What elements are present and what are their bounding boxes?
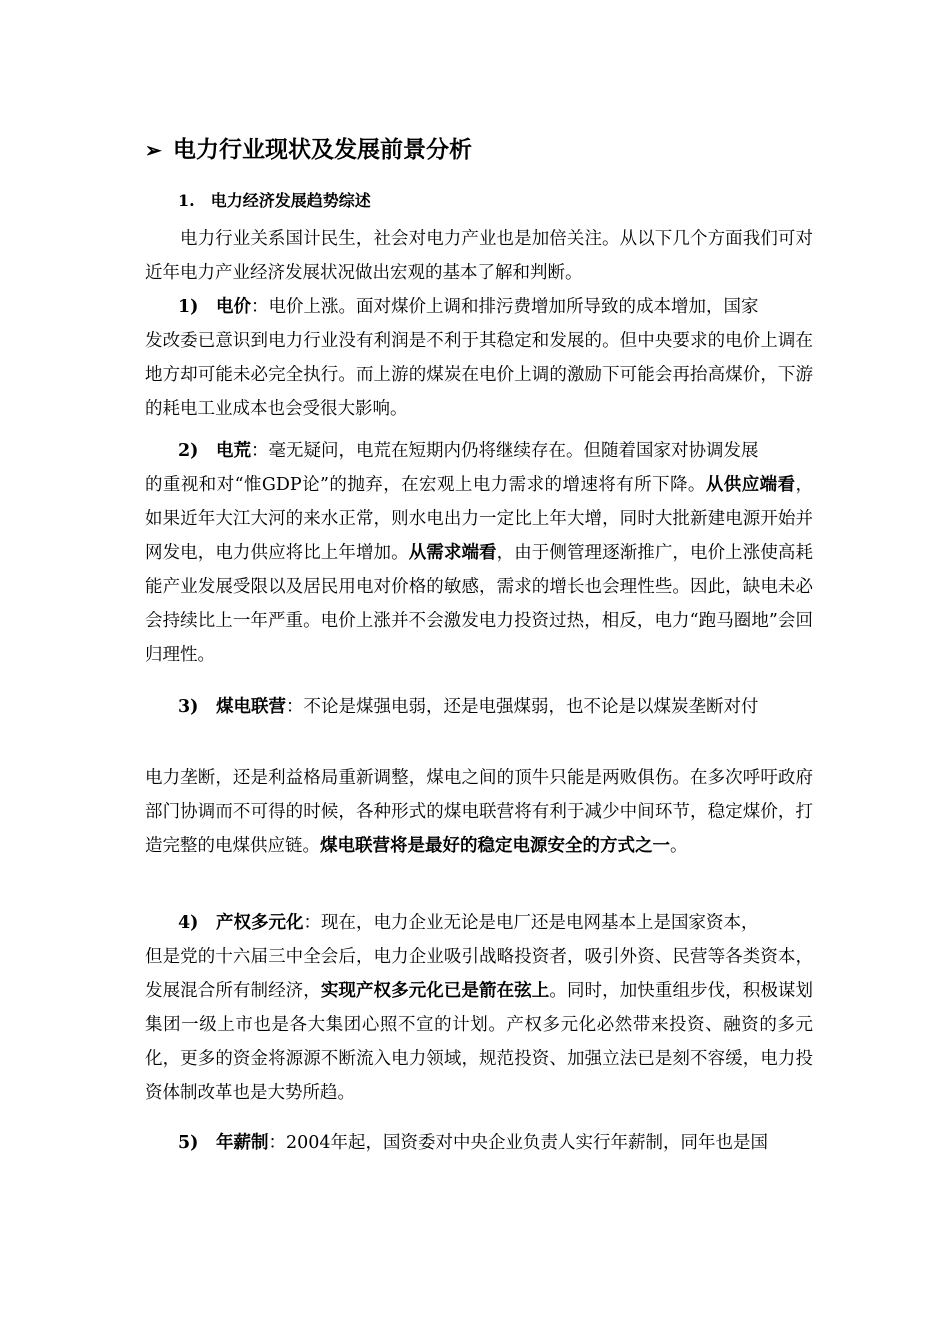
item-electricity-price-body: [145, 324, 813, 426]
item-electricity-price: [178, 290, 813, 324]
item-term: 年薪制: [216, 1133, 269, 1153]
item-power-shortage-body: [145, 468, 813, 672]
item-number: 1): [178, 297, 199, 317]
item-text-a-rest: 但是党的十六届三中全会后，电力企业吸引战略投资者，吸引外资、民营等各类资本，发展混合所有制经济，: [145, 947, 813, 1001]
item-text-b: ，如果近年大江大河的来水正常，则水电出力一定比上年大增，同时大批新建电源开始并网发电，电力供应将比上年增加。: [145, 475, 814, 563]
item-text-head: ：电价上涨。面对煤价上调和排污费增加所导致的成本增加，国家: [251, 297, 759, 317]
section-title: 电力经济发展趋势综述: [210, 191, 371, 210]
item-property-diversification: [178, 906, 813, 940]
item-power-shortage: [178, 434, 813, 468]
item-key-conclusion: 煤电联营将是最好的稳定电源安全的方式之一: [320, 836, 670, 856]
item-term: 煤电联营: [216, 697, 286, 717]
item-text-head: ：毫无疑问，电荒在短期内仍将继续存在。但随着国家对协调发展: [251, 441, 759, 461]
section-number: 1.: [178, 191, 195, 210]
item-coal-power-alliance: [178, 690, 813, 724]
section-heading: [178, 187, 371, 215]
item-text-first: ：不论是煤强电弱，还是电强煤弱，也不论是以煤炭垄断对付: [286, 697, 759, 717]
item-text: ：2004年起，国资委对中央企业负责人实行年薪制，同年也是国: [268, 1133, 769, 1153]
item-number: 2): [178, 441, 199, 461]
item-annual-salary: [178, 1126, 813, 1160]
arrow-bullet-icon: ➢: [145, 138, 162, 162]
item-text-c: ，由于侧管理逐渐推广，电价上涨使高耗能产业发展受限以及居民用电对价格的敏感，需求的增长也会理性些。因此，缺电未必会持续比上一年严重。电价上涨并不会激发电力投资过热，相反，电力“跑马圈地”会回归理性。: [145, 543, 814, 665]
item-term: 电价: [216, 297, 251, 317]
demand-side-label: 从需求端看: [408, 543, 497, 563]
item-text-cont: 电力垄断，还是利益格局重新调整，煤电之间的顶牛只能是两败俱伤。在多次呼吁政府部门协调而不可得的时候，各种形式的煤电联营将有利于减少中间环节，稳定煤价，打造完整的电煤供应链。: [145, 768, 813, 856]
supply-side-label: 从供应端看: [705, 475, 796, 495]
item-term: 电荒: [216, 441, 251, 461]
item-text-head: ：现在，电力企业无论是电厂还是电网基本上是国家资本，: [303, 913, 759, 933]
item-property-diversification-body: [145, 940, 813, 1110]
item-text-end: 。: [670, 836, 688, 856]
item-text-a-rest: 的重视和对“惟GDP论”的抛弃，在宏观上电力需求的增速将有所下降。: [145, 475, 706, 495]
item-text-rest: 发改委已意识到电力行业没有利润是不利于其稳定和发展的。但中央要求的电价上调在地方却可能未必完全执行。而上游的煤炭在电价上调的激励下可能会再抬高煤价，下游的耗电工业成本也会受很大影响。: [145, 331, 813, 419]
item-number: 3): [178, 697, 199, 717]
intro-paragraph: 电力行业关系国计民生，社会对电力产业也是加倍关注。从以下几个方面我们可对近年电力产业经济发展状况做出宏观的基本了解和判断。: [145, 229, 813, 283]
page-heading: [145, 133, 472, 167]
item-number: 4): [178, 913, 199, 933]
item-coal-power-alliance-body: [145, 761, 813, 863]
heading-title: 电力行业现状及发展前景分析: [173, 136, 472, 163]
item-number: 5): [178, 1133, 199, 1153]
item-text-b: 。同时，加快重组步伐，积极谋划集团一级上市也是各大集团心照不宣的计划。产权多元化必然带来投资、融资的多元化，更多的资金将源源不断流入电力领域，规范投资、加强立法已是刻不容缓，电力投资体制改革也是大势所趋。: [145, 981, 814, 1103]
item-key-point: 实现产权多元化已是箭在弦上: [320, 981, 550, 1001]
item-term: 产权多元化: [216, 913, 304, 933]
